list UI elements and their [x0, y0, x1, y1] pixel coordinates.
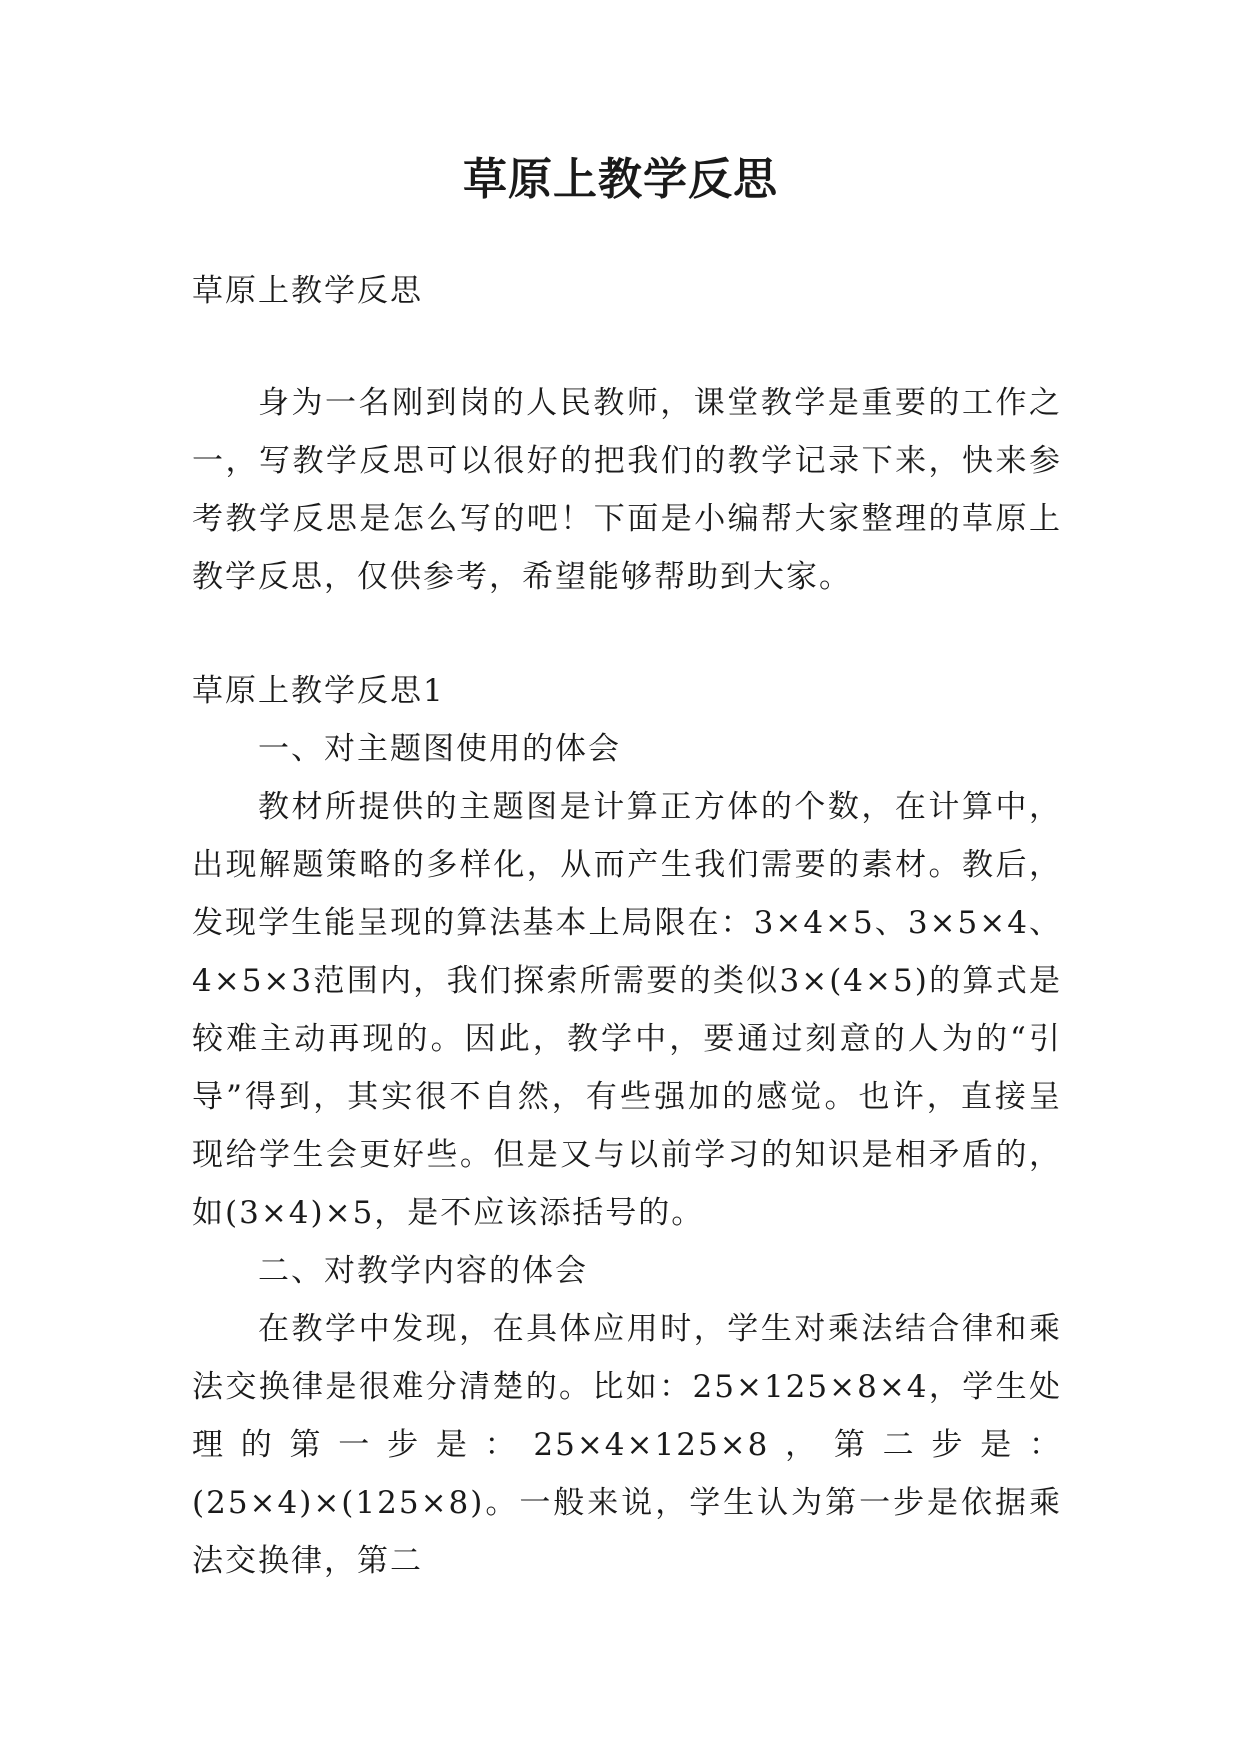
section-heading-1: 一、对主题图使用的体会: [258, 731, 621, 767]
section-heading-2: 二、对教学内容的体会: [258, 1253, 588, 1289]
body-paragraph-2: 在教学中发现，在具体应用时，学生对乘法结合律和乘法交换律是很难分清楚的。比如：25×125×8×4，学生处理的第一步是：25×4×125×8，第二步是：(25×4)×(125×8)。一般来说，学生认为第一步是依据乘法交换律，第二: [192, 1311, 1062, 1579]
body-paragraph-1: 教材所提供的主题图是计算正方体的个数，在计算中，出现解题策略的多样化，从而产生我们需要的素材。教后，发现学生能呈现的算法基本上局限在：3×4×5、3×5×4、4×5×3范围内，我们探索所需要的类似3×(4×5)的算式是较难主动再现的。因此，教学中，要通过刻意的人为的“引导”得到，其实很不自然，有些强加的感觉。也许，直接呈现给学生会更好些。但是又与以前学习的知识是相矛盾的，如(3×4)×5，是不应该添括号的。: [192, 789, 1062, 1231]
document-title: 草原上教学反思: [463, 154, 778, 205]
section-title: 草原上教学反思1: [192, 673, 445, 709]
document-subtitle: 草原上教学反思: [192, 273, 423, 309]
intro-paragraph: 身为一名刚到岗的人民教师，课堂教学是重要的工作之一，写教学反思可以很好的把我们的教学记录下来，快来参考教学反思是怎么写的吧！下面是小编帮大家整理的草原上教学反思，仅供参考，希望能够帮助到大家。: [192, 385, 1062, 595]
document-body: [192, 262, 1062, 1590]
